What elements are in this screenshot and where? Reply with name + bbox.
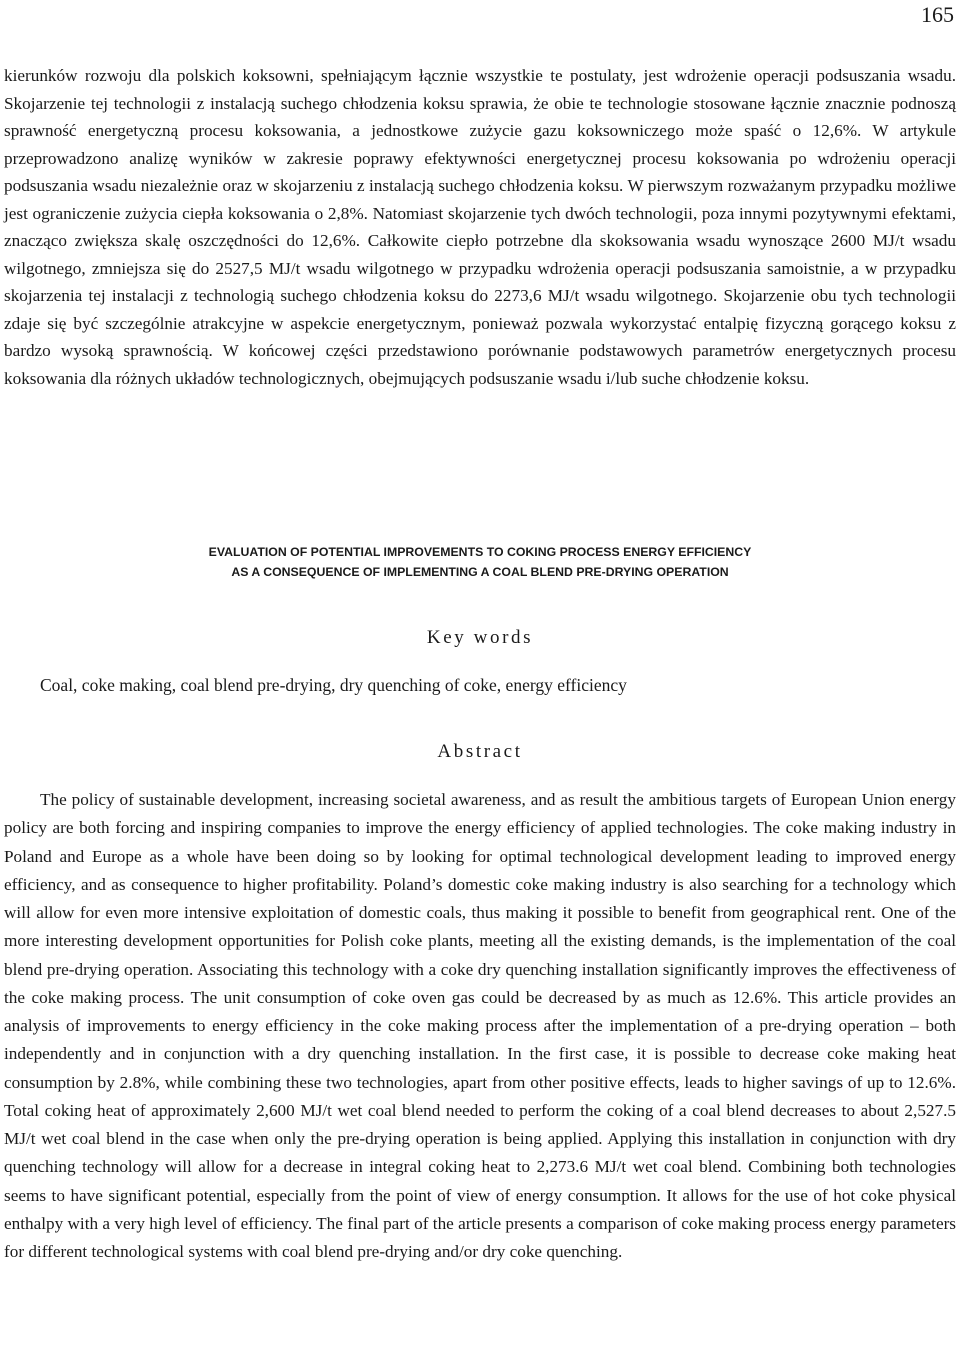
english-title-line-1: EVALUATION OF POTENTIAL IMPROVEMENTS TO COKING PROCESS ENERGY EFFICIENCY [208, 545, 752, 559]
keywords-heading: Key words [426, 627, 534, 648]
page-number: 165 [921, 2, 954, 27]
abstract-heading: Abstract [437, 741, 523, 762]
polish-summary-paragraph: kierunków rozwoju dla polskich koksowni, spełniającym łącznie wszystkie te postulaty, jest wdrożenie operacji podsuszania wsadu. Skojarzenie tej technologii z instalacją suchego chłodzenia koksu sprawia, że obie te technologie stosowane łącznie znacznie podnoszą sprawność energetyczną procesu koksowania, a jednostkowe zużycie gazu koksowniczego może spaść o 12,6%. W artykule przeprowadzono analizę wyników w zakresie poprawy efektywności energetycznej procesu koksowania po wdrożeniu operacji podsuszania wsadu niezależnie oraz w skojarzeniu z instalacją suchego chłodzenia koksu. W pierwszym rozważanym przypadku możliwe jest ograniczenie zużycia ciepła koksowania o 2,8%. Natomiast skojarzenie tych dwóch technologii, poza innymi pozytywnymi efektami, znacząco zwiększa skalę oszczędności do 12,6%. Całkowite ciepło potrzebne dla skoksowania wsadu wynoszące 2600 MJ/t wsadu wilgotnego, zmniejsza się do 2527,5 MJ/t wsadu wilgotnego w przypadku wdrożenia operacji podsuszania samoistnie, a w przypadku skojarzenia tej instalacji z technologią suchego chłodzenia koksu do 2273,6 MJ/t wsadu wilgotnego. Skojarzenie obu tych technologii zdaje się być szczególnie atrakcyjne w aspekcie energetycznym, ponieważ pozwala wykorzystać entalpię fizyczną gorącego koksu z bardzo wysoką sprawnością. W końcowej części przedstawiono porównanie podstawowych parametrów energetycznych procesu koksowania dla różnych układów technologicznych, obejmujących podsuszanie wsadu i/lub suche chłodzenie koksu. [4, 66, 956, 388]
polish-summary [4, 62, 956, 392]
english-title-line-2: AS A CONSEQUENCE OF IMPLEMENTING A COAL BLEND PRE-DRYING OPERATION [231, 565, 729, 579]
abstract-text: The policy of sustainable development, increasing societal awareness, and as result the ambitious targets of European Union energy policy are both forcing and inspiring companies to improve the energy efficiency of applied technologies. The coke making industry in Poland and Europe as a whole have been doing so by looking for optimal technological development leading to improved energy efficiency, and as consequence to higher profitability. Poland’s domestic coke making industry is also searching for a technology which will allow for even more intensive exploitation of domestic coals, thus making it possible to benefit from geographical rent. One of the more interesting development opportunities for Polish coke plants, meeting all the existing demands, is the implementation of the coal blend pre-drying operation. Associating this technology with a coke dry quenching installation significantly improves the effectiveness of the coke making process. The unit consumption of coke oven gas could be decreased by as much as 12.6%. This article provides an analysis of improvements to energy efficiency in the coke making process after the implementation of a pre-drying operation – both independently and in conjunction with a dry quenching installation. In the first case, it is possible to decrease coke making heat consumption by 2.8%, while combining these two technologies, apart from other positive effects, leads to higher savings of up to 12.6%. Total coking heat of approximately 2,600 MJ/t wet coal blend needed to perform the coking of a coal blend decreases to about 2,527.5 MJ/t wet coal blend in the case when only the pre-drying operation is being applied. Applying this installation in conjunction with dry quenching technology will allow for a decrease in integral coking heat to 2,273.6 MJ/t wet coal blend. Combining both technologies seems to have significant potential, especially from the point of view of energy consumption. It allows for the use of hot coke physical enthalpy with a very high level of efficiency. The final part of the article presents a comparison of coke making process energy parameters for different technological systems with coal blend pre-drying and/or dry coke quenching. [4, 790, 956, 1261]
keywords-text: Coal, coke making, coal blend pre-drying, dry quenching of coke, energy efficiency [40, 675, 627, 695]
english-title [0, 542, 960, 582]
